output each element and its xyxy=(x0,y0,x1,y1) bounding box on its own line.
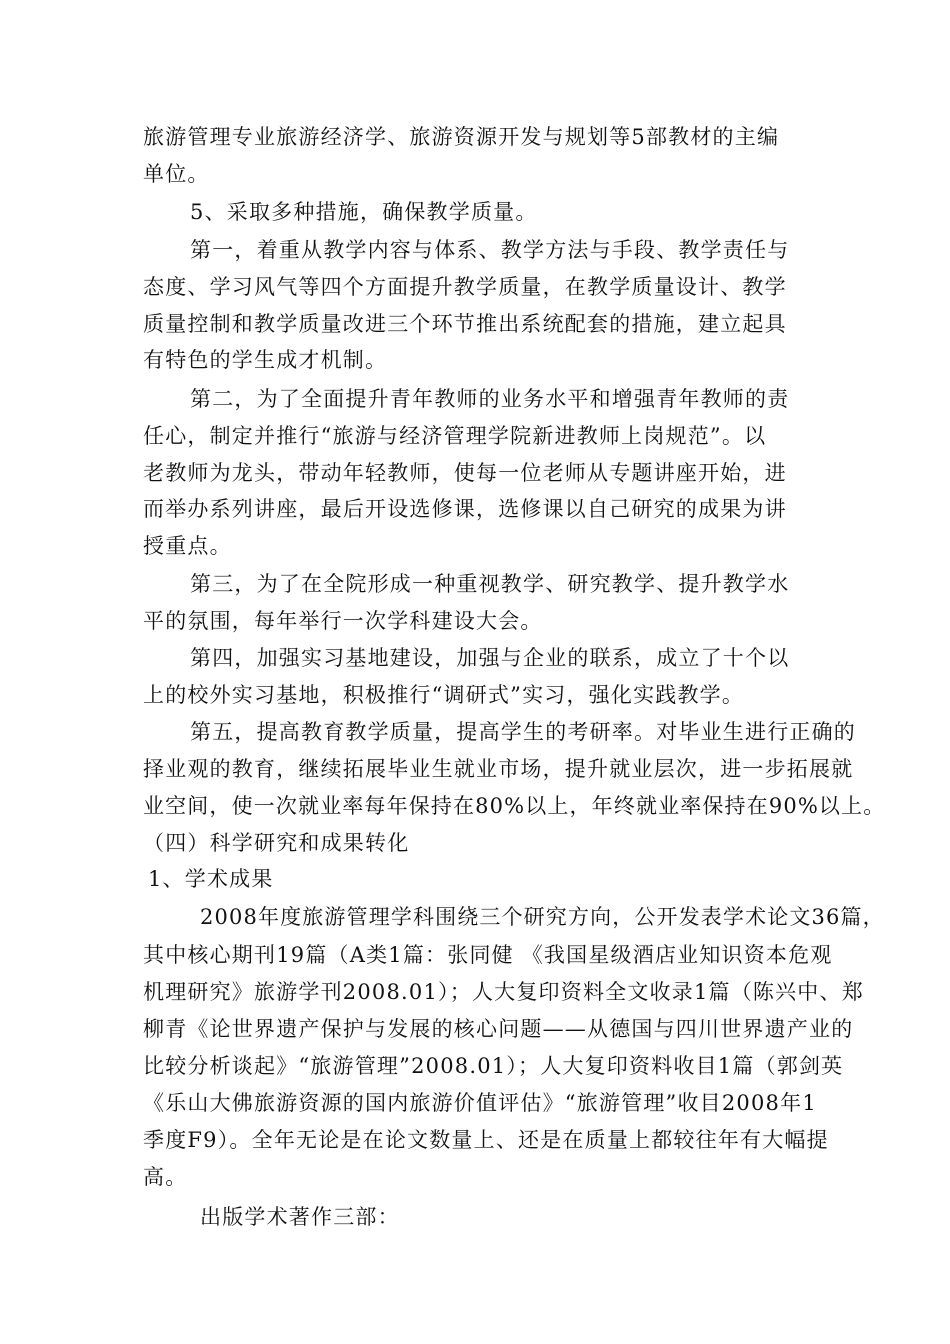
text-line: 态度、学习风气等四个方面提升教学质量，在教学质量设计、教学 xyxy=(143,275,787,299)
text-line: 平的氛围，每年举行一次学科建设大会。 xyxy=(143,609,543,633)
text-line: 第一，着重从教学内容与体系、教学方法与手段、教学责任与 xyxy=(190,238,790,262)
text-line: 老教师为龙头，带动年轻教师，使每一位老师从专题讲座开始，进 xyxy=(143,461,787,485)
section-heading: 5、采取多种措施，确保教学质量。 xyxy=(190,200,538,224)
text-line: 第二，为了全面提升青年教师的业务水平和增强青年教师的责 xyxy=(190,387,790,411)
text-line: 有特色的学生成才机制。 xyxy=(143,348,388,372)
text-line: 第五，提高教育教学质量，提高学生的考研率。对毕业生进行正确的 xyxy=(190,720,856,744)
text-line: 机理研究》旅游学刊2008.01）；人大复印资料全文收录1篇（陈兴中、郑 xyxy=(143,980,864,1004)
text-line: 《乐山大佛旅游资源的国内旅游价值评估》“旅游管理”收目2008年1 xyxy=(143,1091,817,1115)
text-line: 柳青《论世界遗产保护与发展的核心问题——从德国与四川世界遗产业的 xyxy=(143,1017,854,1041)
text-line: 2008年度旅游管理学科围绕三个研究方向，公开发表学术论文36篇， xyxy=(200,905,885,929)
subsection-heading: 1、学术成果 xyxy=(148,867,274,891)
text-line: 其中核心期刊19篇（A类1篇：张同健 《我国星级酒店业知识资本危观 xyxy=(143,943,833,967)
text-line: 出版学术著作三部： xyxy=(200,1205,400,1229)
text-line: 而举办系列讲座，最后开设选修课，选修课以自己研究的成果为讲 xyxy=(143,497,787,521)
text-line: 第三，为了在全院形成一种重视教学、研究教学、提升教学水 xyxy=(190,572,790,596)
text-line: 授重点。 xyxy=(143,534,232,558)
text-line: 季度F9）。全年无论是在论文数量上、还是在质量上都较往年有大幅提 xyxy=(143,1128,829,1152)
text-line: 高。 xyxy=(143,1165,188,1189)
text-line: 业空间，使一次就业率每年保持在80%以上，年终就业率保持在90%以上。 xyxy=(143,794,886,818)
text-line: 质量控制和教学质量改进三个环节推出系统配套的措施，建立起具 xyxy=(143,312,787,336)
text-line: 第四，加强实习基地建设，加强与企业的联系，成立了十个以 xyxy=(190,646,790,670)
section-heading: （四）科学研究和成果转化 xyxy=(143,831,410,855)
text-line: 比较分析谈起》“旅游管理”2008.01）；人大复印资料收目1篇（郭剑英 xyxy=(143,1054,844,1078)
text-line: 任心，制定并推行“旅游与经济管理学院新进教师上岗规范”。以 xyxy=(143,424,767,448)
text-line: 择业观的教育，继续拓展毕业生就业市场，提升就业层次，进一步拓展就 xyxy=(143,757,854,781)
text-line: 单位。 xyxy=(143,162,210,186)
text-line: 上的校外实习基地，积极推行“调研式”实习，强化实践教学。 xyxy=(143,683,745,707)
text-line: 旅游管理专业旅游经济学、旅游资源开发与规划等5部教材的主编 xyxy=(143,125,780,149)
